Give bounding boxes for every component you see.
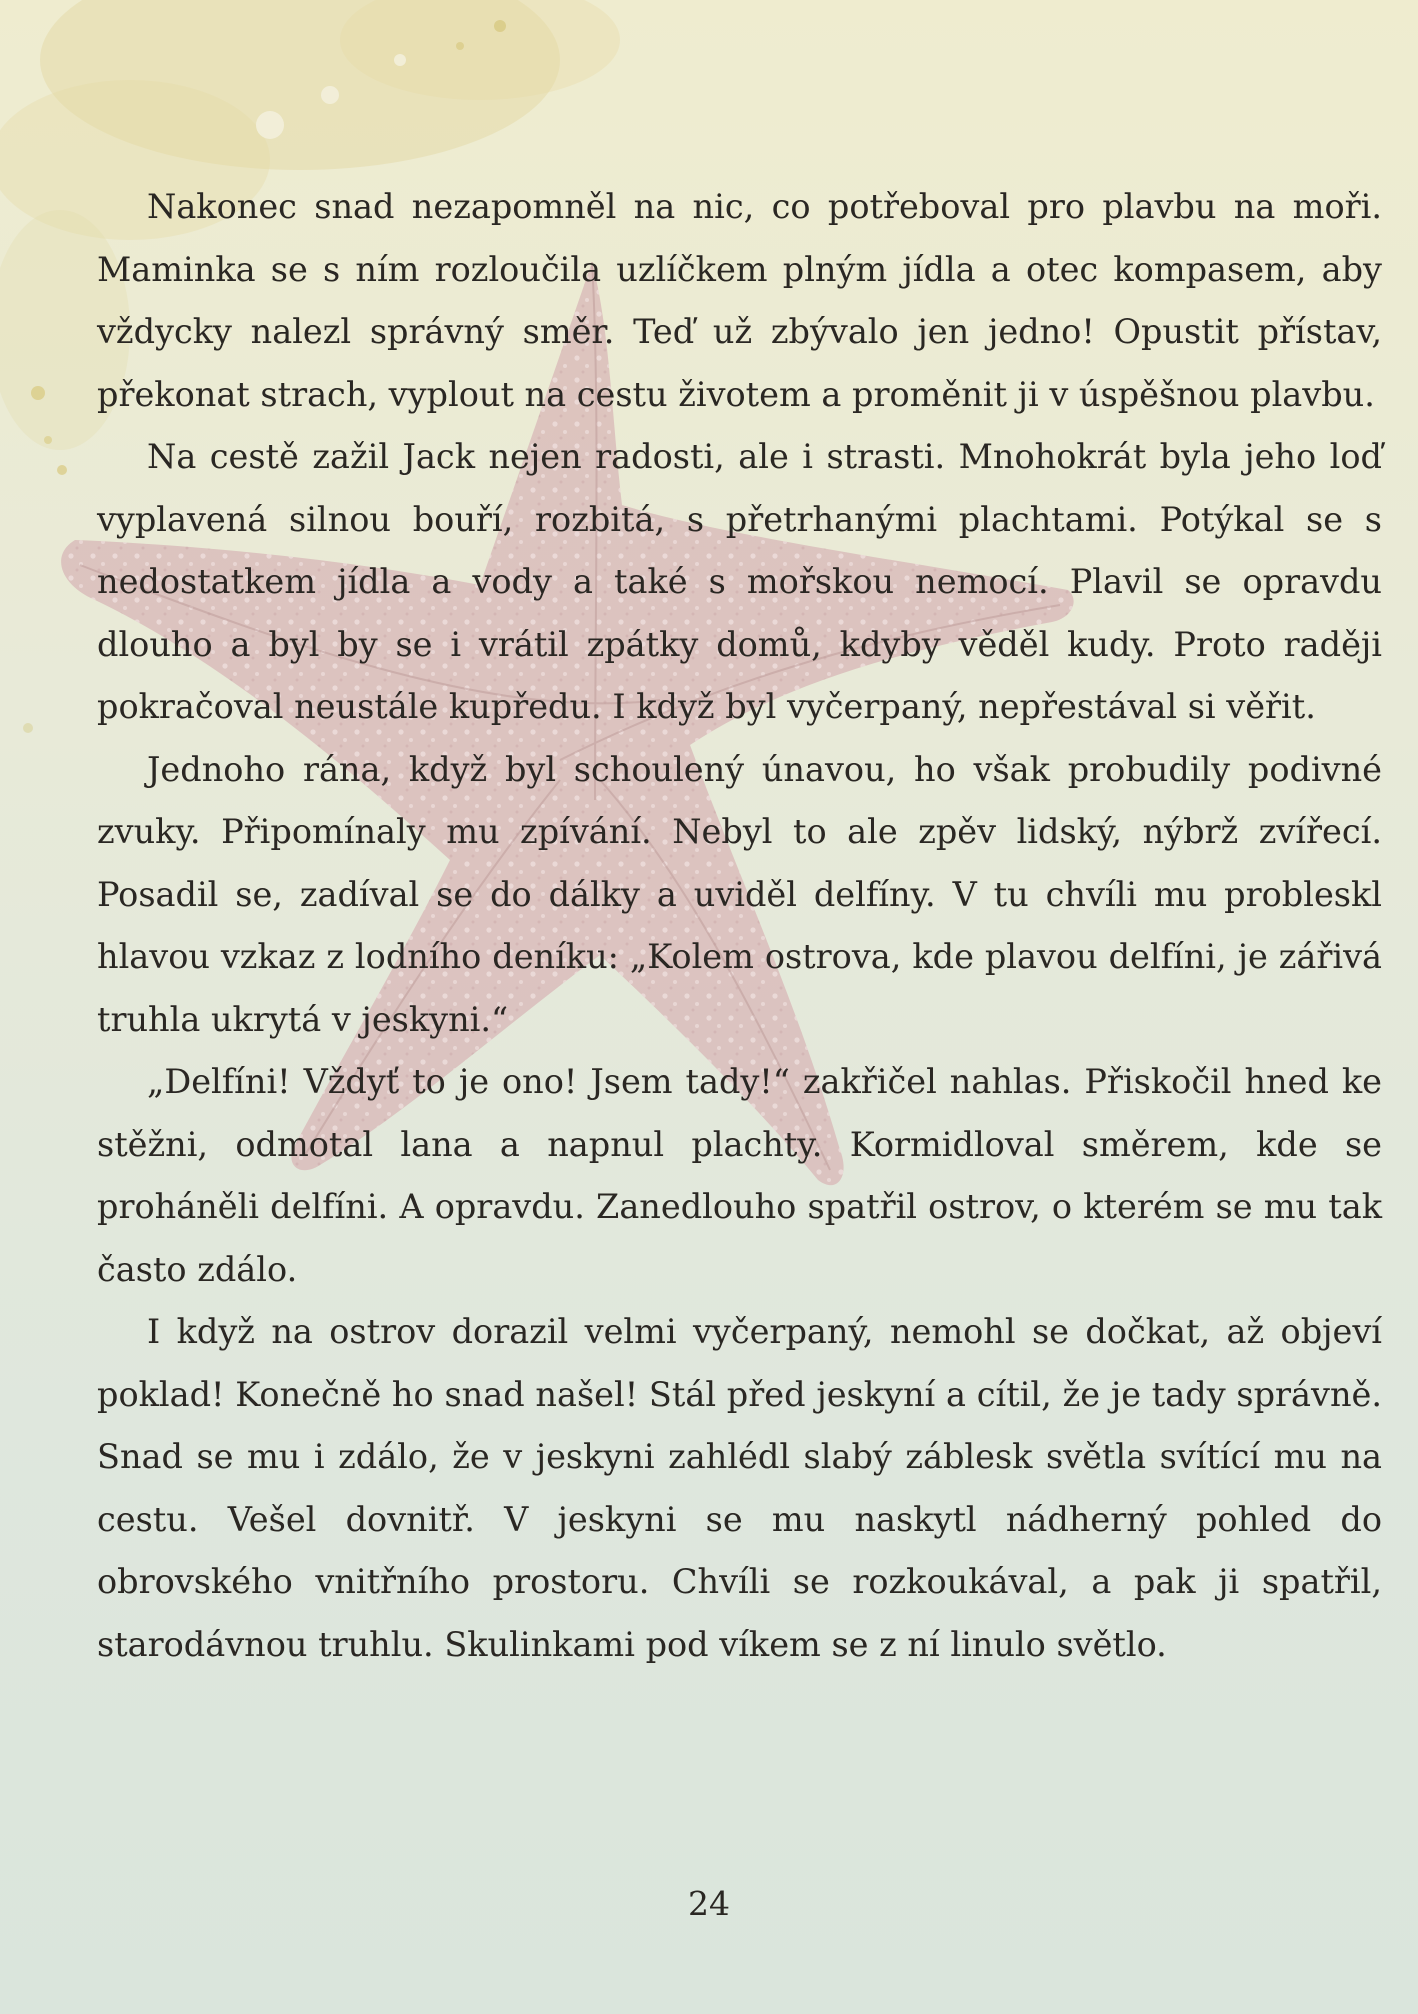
paragraph: Nakonec snad nezapomněl na nic, co potřeboval pro plavbu na moři. Maminka se s ním rozloučila uzlíčkem plným jídla a otec kompasem, aby vždycky nalezl správný směr. Teď už zbývalo jen jedno! Opustit přístav, překonat strach, vyplout na cestu životem a proměnit ji v úspěšnou plavbu. [97,187,1382,414]
paragraph: „Delfíni! Vždyť to je ono! Jsem tady!“ zakřičel nahlas. Přiskočil hned ke stěžni, odmotal lana a napnul plachty. Kormidloval směrem, kde se proháněli delfíni. A opravdu. Zanedlouho spatřil ostrov, o kterém se mu tak často zdálo. [97,1062,1382,1289]
page-number: 24 [688,1884,730,1923]
story-text [97,176,1382,1676]
paragraph: Jednoho rána, když byl schoulený únavou, ho však probudily podivné zvuky. Připomínaly mu zpívání. Nebyl to ale zpěv lidský, nýbrž zvířecí. Posadil se, zadíval se do dálky a uviděl delfíny. V tu chvíli mu probleskl hlavou vzkaz z lodního deníku: „Kolem ostrova, kde plavou delfíni, je zářivá truhla ukrytá v jeskyni.“ [97,749,1382,1039]
paragraph: I když na ostrov dorazil velmi vyčerpaný, nemohl se dočkat, až objeví poklad! Konečně ho snad našel! Stál před jeskyní a cítil, že je tady správně. Snad se mu i zdálo, že v jeskyni zahlédl slabý záblesk světla svítící mu na cestu. Vešel dovnitř. V jeskyni se mu naskytl nádherný pohled do obrovského vnitřního prostoru. Chvíli se rozkoukával, a pak ji spatřil, starodávnou truhlu. Skulinkami pod víkem se z ní linulo světlo. [97,1312,1382,1664]
paragraph: Na cestě zažil Jack nejen radosti, ale i strasti. Mnohokrát byla jeho loď vyplavená silnou bouří, rozbitá, s přetrhanými plachtami. Potýkal se s nedostatkem jídla a vody a také s mořskou nemocí. Plavil se opravdu dlouho a byl by se i vrátil zpátky domů, kdyby věděl kudy. Proto raději pokračoval neustále kupředu. I když byl vyčerpaný, nepřestával si věřit. [97,437,1382,726]
